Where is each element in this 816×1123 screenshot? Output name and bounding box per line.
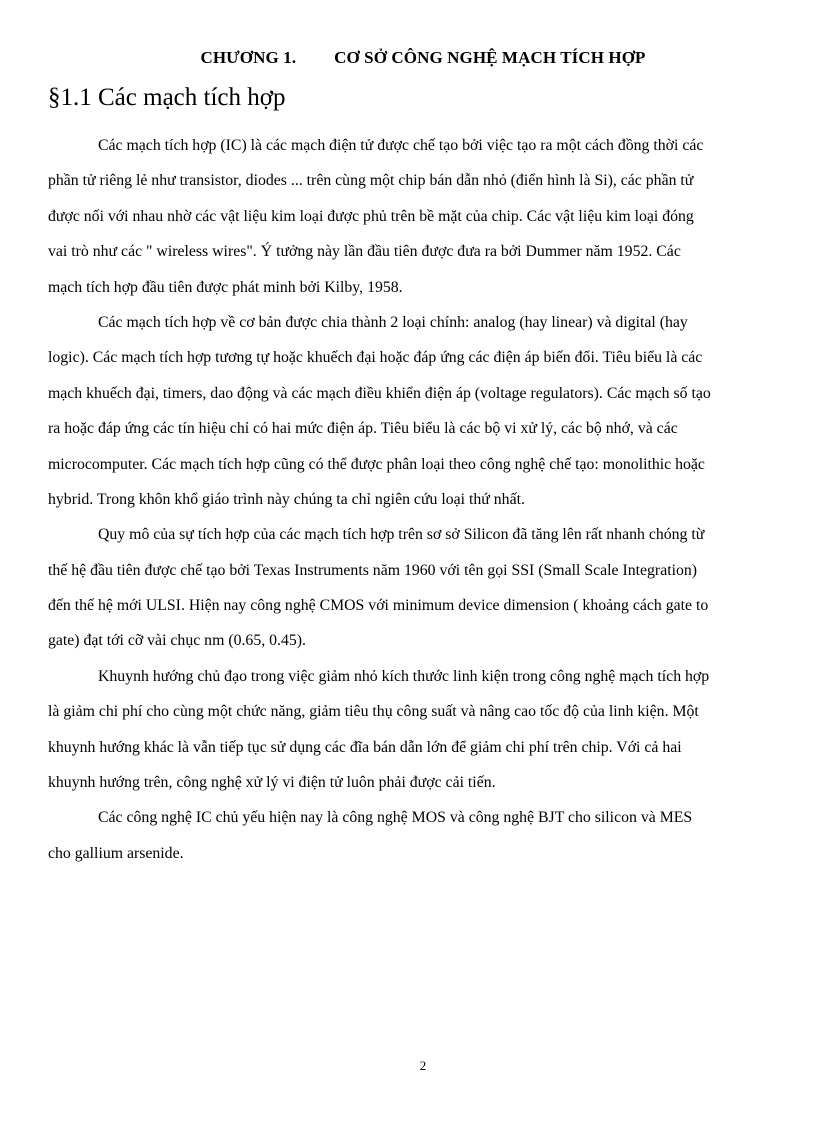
section-title: §1.1 Các mạch tích hợp bbox=[48, 84, 286, 111]
paragraph-1 bbox=[48, 128, 800, 305]
paragraph-line: logic). Các mạch tích hợp tương tự hoặc khuếch đại hoặc đáp ứng các điện áp biến đổi. Tiêu biểu là các bbox=[48, 349, 703, 367]
paragraph-4 bbox=[48, 659, 800, 801]
paragraph-line: hybrid. Trong khôn khổ giáo trình này chúng ta chỉ ngiên cứu loại thứ nhất. bbox=[48, 490, 525, 508]
paragraph-line: Các mạch tích hợp (IC) là các mạch điện tử được chế tạo bởi việc tạo ra một cách đồng thời các bbox=[98, 137, 704, 154]
paragraph-line: vai trò như các " wireless wires". Ý tưởng này lần đầu tiên được đưa ra bởi Dummer năm 1952. Các bbox=[48, 243, 681, 261]
paragraph-line: cho gallium arsenide. bbox=[48, 844, 184, 862]
paragraph-line: khuynh hướng trên, công nghệ xử lý vi điện tử luôn phải được cải tiến. bbox=[48, 774, 496, 792]
paragraph-line: thế hệ đầu tiên được chế tạo bởi Texas Instruments năm 1960 với tên gọi SSI (Small Scale Integration) bbox=[48, 561, 698, 579]
paragraph-line: mạch khuếch đại, timers, dao động và các mạch điều khiển điện áp (voltage regulators). Các mạch số tạo bbox=[48, 384, 711, 402]
chapter-number: CHƯƠNG 1. bbox=[200, 48, 297, 67]
paragraph-line: microcomputer. Các mạch tích hợp cũng có thể được phân loại theo công nghệ chế tạo: monolithic hoặc bbox=[48, 455, 705, 473]
chapter-heading bbox=[0, 48, 816, 68]
paragraph-line: là giảm chi phí cho cùng một chức năng, giảm tiêu thụ công suất và nâng cao tốc độ của linh kiện. Một bbox=[48, 703, 699, 721]
paragraph-line: phần tử riêng lẻ như transistor, diodes ... trên cùng một chip bán dẫn nhỏ (điển hình là Si), các phần tử bbox=[48, 172, 694, 190]
paragraph-line: mạch tích hợp đầu tiên được phát minh bởi Kilby, 1958. bbox=[48, 278, 403, 296]
paragraph-5 bbox=[48, 800, 800, 871]
paragraph-line: Khuynh hướng chủ đạo trong việc giảm nhỏ kích thước linh kiện trong công nghệ mạch tích hợp bbox=[98, 667, 710, 685]
paragraph-line: gate) đạt tới cỡ vài chục nm (0.65, 0.45). bbox=[48, 632, 306, 650]
paragraph-line: Các mạch tích hợp về cơ bản được chia thành 2 loại chính: analog (hay linear) và digital (hay bbox=[98, 313, 688, 331]
paragraph-line: được nối với nhau nhờ các vật liệu kim loại được phủ trên bề mặt của chip. Các vật liệu kim loại đóng bbox=[48, 207, 694, 225]
paragraph-line: khuynh hướng khác là vẫn tiếp tục sử dụng các đĩa bán dẫn lớn để giảm chi phí trên chip. Với cả hai bbox=[48, 738, 682, 756]
paragraph-line: Các công nghệ IC chủ yếu hiện nay là công nghệ MOS và công nghệ BJT cho silicon và MES bbox=[98, 809, 693, 827]
body-text bbox=[48, 128, 800, 871]
paragraph-3 bbox=[48, 517, 800, 659]
paragraph-line: đến thế hệ mới ULSI. Hiện nay công nghệ CMOS với minimum device dimension ( khoảng cách gate to bbox=[48, 597, 709, 615]
paragraph-line: ra hoặc đáp ứng các tín hiệu chỉ có hai mức điện áp. Tiêu biểu là các bộ vi xử lý, các bộ nhớ, và các bbox=[48, 420, 678, 438]
paragraph-2 bbox=[48, 305, 800, 517]
chapter-title: CƠ SỞ CÔNG NGHỆ MẠCH TÍCH HỢP bbox=[334, 48, 646, 67]
paragraph-line: Quy mô của sự tích hợp của các mạch tích hợp trên sơ sở Silicon đã tăng lên rất nhanh chóng từ bbox=[98, 526, 705, 544]
page-number: 2 bbox=[419, 1058, 427, 1073]
